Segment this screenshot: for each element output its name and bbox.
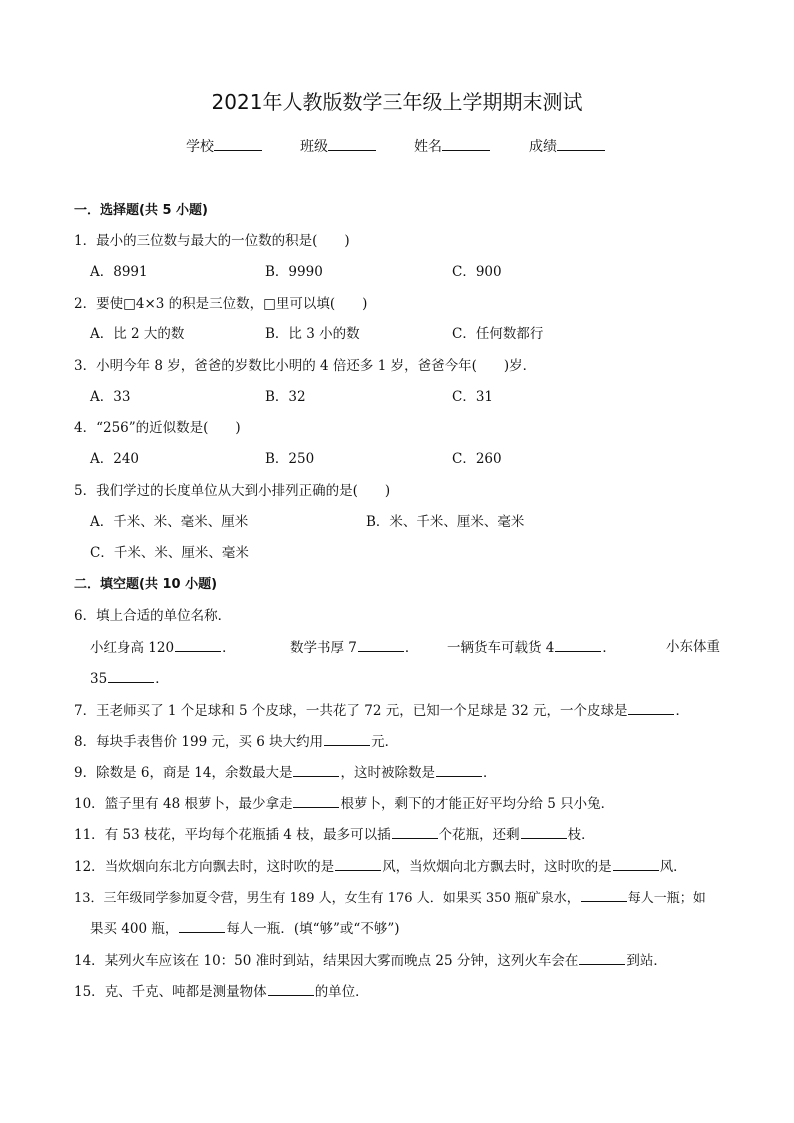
question-number: 4． — [74, 420, 97, 436]
answer-blank[interactable] — [581, 888, 627, 902]
student-info-row — [0, 136, 794, 158]
question-number: 3． — [74, 358, 97, 374]
class-blank — [328, 136, 376, 151]
class-label: 班级 — [300, 139, 328, 155]
option-c: C．900 — [452, 264, 502, 280]
name-field — [414, 136, 490, 156]
question-text: 填上合适的单位名称． — [96, 608, 232, 624]
answer-blank[interactable] — [293, 794, 339, 808]
school-field — [186, 136, 262, 156]
question-number: 1． — [74, 233, 97, 249]
question-text: “256”的近似数是( ) — [96, 420, 241, 436]
answer-blank[interactable] — [392, 825, 438, 839]
question-text: 小明今年 8 岁，爸爸的岁数比小明的 4 倍还多 1 岁，爸爸今年( )岁． — [96, 358, 537, 374]
question-2 — [74, 295, 367, 313]
question-13-continued: 果买 400 瓶， 每人一瓶．(填“够”或“不够”) — [90, 921, 400, 937]
option-b: B．米、千米、厘米、毫米 — [366, 514, 525, 530]
option-c: C．31 — [452, 389, 494, 405]
option-b: B．比 3 小的数 — [265, 326, 360, 342]
answer-blank[interactable] — [268, 982, 314, 996]
score-blank — [557, 136, 605, 151]
question-14: 14．某列火车应该在 10：50 准时到站，结果因大雾而晚点 25 分钟，这列火车会在 到站． — [74, 953, 667, 969]
school-label: 学校 — [186, 139, 214, 155]
answer-blank[interactable] — [579, 951, 625, 965]
question-text: 我们学过的长度单位从大到小排列正确的是( ) — [96, 483, 391, 499]
section-heading-choice: 一．选择题(共 5 小题) — [74, 203, 208, 218]
answer-blank[interactable] — [555, 638, 601, 652]
school-blank — [214, 136, 262, 151]
option-a: A．240 — [90, 451, 140, 467]
question-1 — [74, 232, 350, 250]
option-c: C．千米、米、厘米、毫米 — [90, 545, 249, 561]
question-6 — [74, 607, 231, 625]
section-heading-fill: 二．填空题(共 10 小题) — [74, 577, 218, 592]
question-12: 12．当炊烟向东北方向飘去时，这时吹的是 风，当炊烟向北方飘去时，这时吹的是 风． — [74, 859, 687, 875]
question-6-part-4: 小东体重 — [666, 639, 720, 655]
option-b: B．9990 — [265, 264, 323, 280]
name-label: 姓名 — [414, 139, 442, 155]
question-number: 5． — [74, 483, 97, 499]
question-6-part-2: 数学书厚 7 ． — [290, 640, 419, 656]
answer-blank[interactable] — [293, 763, 339, 777]
question-4 — [74, 419, 241, 437]
answer-blank[interactable] — [335, 857, 381, 871]
option-c: C．任何数都行 — [452, 326, 544, 342]
question-11: 11．有 53 枝花，平均每个花瓶插 4 枝，最多可以插 个花瓶，还剩 枝． — [74, 827, 595, 843]
answer-blank[interactable] — [613, 857, 659, 871]
name-blank — [442, 136, 490, 151]
question-number: 2． — [74, 296, 97, 312]
question-10: 10．篮子里有 48 根萝卜，最少拿走 根萝卜，剩下的才能正好平均分给 5 只小兔． — [74, 796, 615, 812]
option-b: B．250 — [265, 451, 315, 467]
question-5 — [74, 482, 390, 500]
answer-blank[interactable] — [108, 669, 154, 683]
question-15: 15．克、千克、吨都是测量物体 的单位． — [74, 984, 369, 1000]
question-text: 最小的三位数与最大的一位数的积是( ) — [96, 233, 350, 249]
option-c: C．260 — [452, 451, 502, 467]
question-6-part-5: 35 ． — [90, 671, 169, 687]
question-13: 13．三年级同学参加夏令营，男生有 189 人，女生有 176 人．如果买 350 瓶矿泉水， 每人一瓶；如 — [74, 888, 706, 908]
answer-blank[interactable] — [358, 638, 404, 652]
option-b: B．32 — [265, 389, 306, 405]
question-number: 6． — [74, 608, 97, 624]
question-7: 7．王老师买了 1 个足球和 5 个皮球，一共花了 72 元，已知一个足球是 32 元，一个皮球是 ． — [74, 703, 689, 719]
answer-blank[interactable] — [436, 763, 482, 777]
answer-blank[interactable] — [628, 701, 674, 715]
question-text: 要使□4×3 的积是三位数，□里可以填( ) — [96, 296, 368, 312]
class-field — [300, 136, 376, 156]
answer-blank[interactable] — [324, 732, 370, 746]
answer-blank[interactable] — [521, 825, 567, 839]
question-8: 8．每块手表售价 199 元，买 6 块大约用 元． — [74, 734, 399, 750]
question-9: 9．除数是 6，商是 14，余数最大是 ，这时被除数是 ． — [74, 765, 497, 781]
answer-blank[interactable] — [179, 919, 225, 933]
question-3 — [74, 357, 536, 375]
question-6-part-1: 小红身高 120 ． — [90, 640, 236, 656]
score-label: 成绩 — [529, 139, 557, 155]
answer-blank[interactable] — [175, 638, 221, 652]
question-6-part-3: 一辆货车可载货 4 ． — [447, 640, 616, 656]
option-a: A．33 — [90, 389, 131, 405]
page-title: 2021年人教版数学三年级上学期期末测试 — [211, 90, 583, 114]
option-a: A．千米、米、毫米、厘米 — [90, 514, 249, 530]
score-field — [529, 136, 605, 156]
option-a: A．8991 — [90, 264, 148, 280]
option-a: A．比 2 大的数 — [90, 326, 185, 342]
